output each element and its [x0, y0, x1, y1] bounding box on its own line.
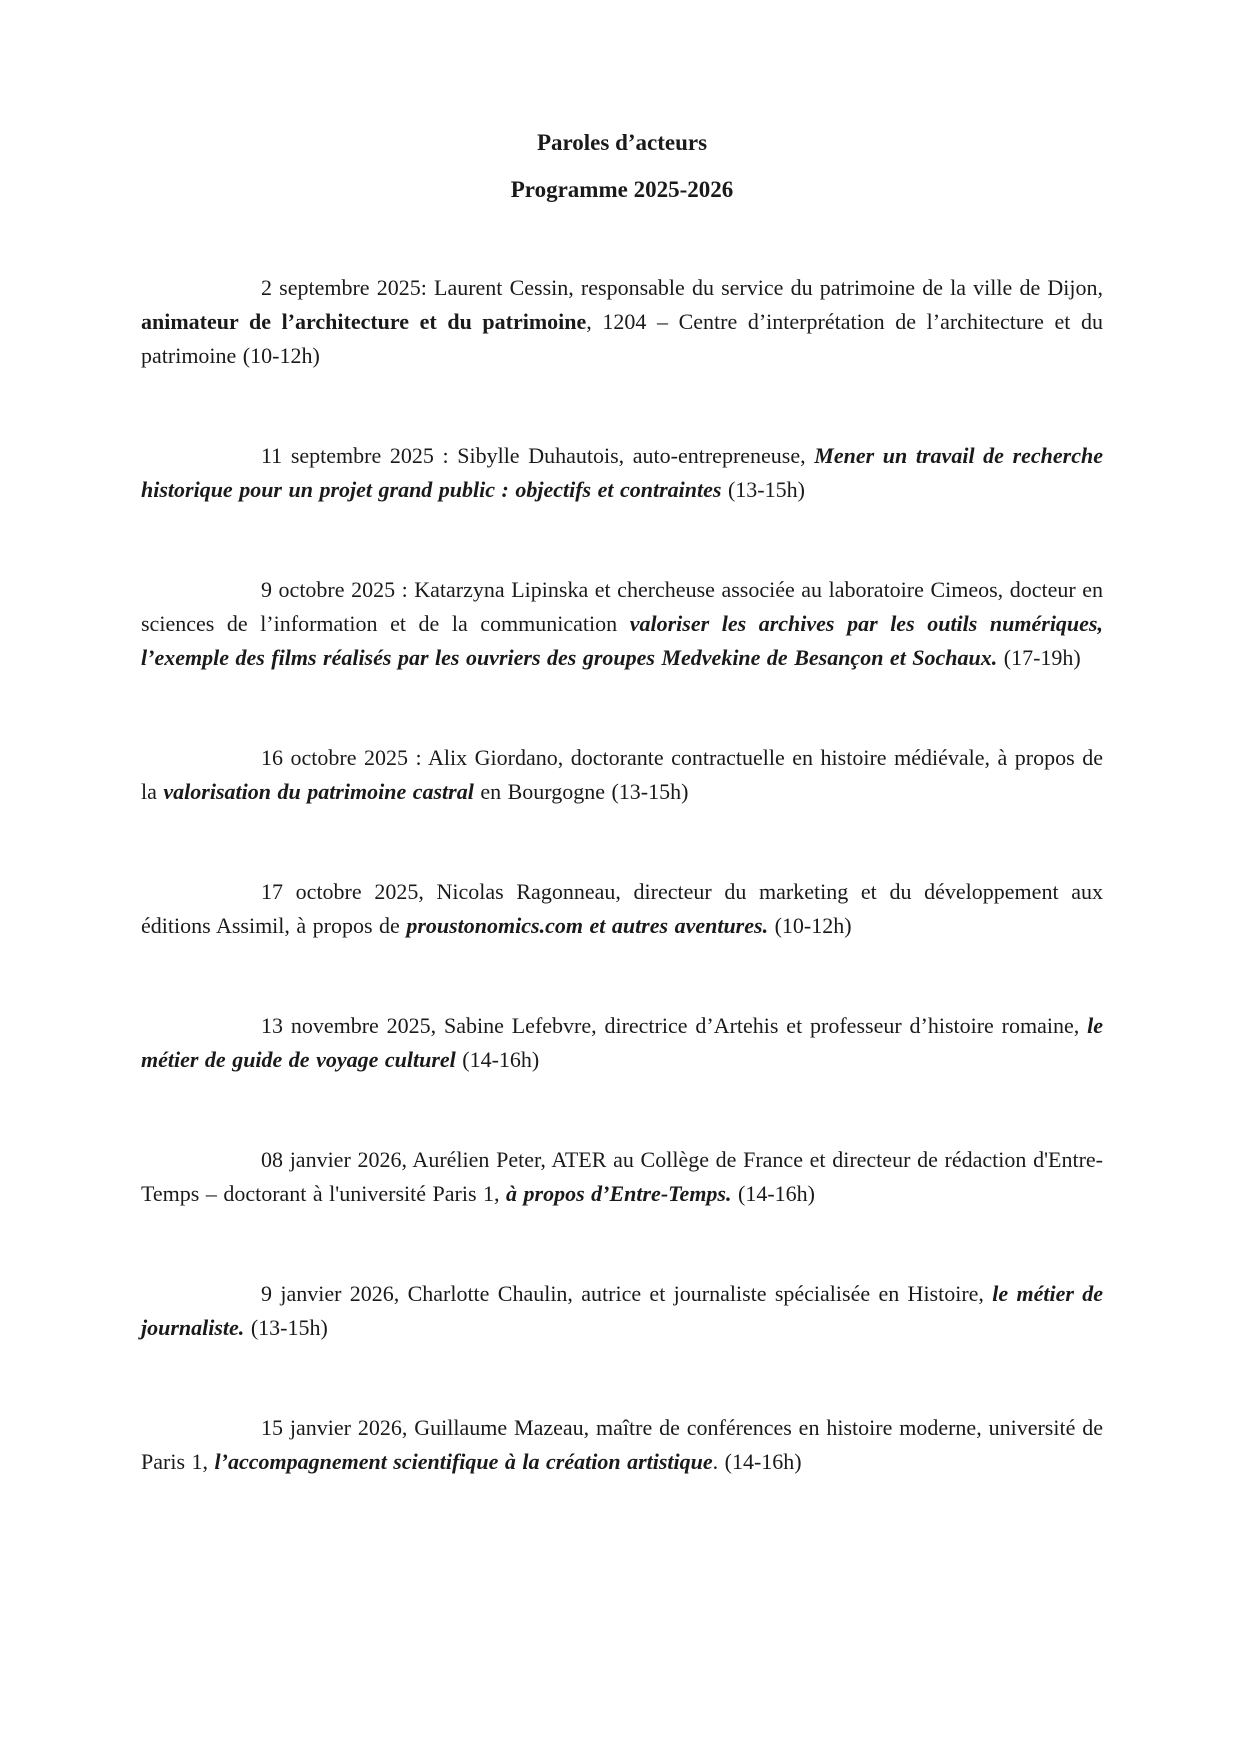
- paragraph: [141, 1277, 1103, 1345]
- text-run: l’accompagnement scientifique à la création artistique: [214, 1449, 713, 1474]
- paragraph: [141, 1143, 1103, 1211]
- text-run: (13-15h): [244, 1315, 328, 1340]
- text-run: le métier de guide de voyage culturel: [141, 1013, 1103, 1072]
- document-title: Paroles d’acteurs: [536, 130, 708, 155]
- text-run: 16 octobre 2025 : Alix Giordano, doctorante contractuelle en histoire médiévale, à propos de la: [141, 745, 1103, 804]
- paragraph: [141, 741, 1103, 809]
- paragraph: [141, 271, 1103, 373]
- text-run: 13 novembre 2025, Sabine Lefebvre, directrice d’Artehis et professeur d’histoire romaine,: [261, 1013, 1088, 1038]
- paragraph-list: [141, 271, 1103, 1479]
- text-run: (14-16h): [731, 1181, 815, 1206]
- paragraph: [141, 1411, 1103, 1479]
- text-run: 11 septembre 2025 : Sibylle Duhautois, auto-entrepreneuse,: [261, 443, 815, 468]
- paragraph: [141, 439, 1103, 507]
- text-run: valoriser les archives par les outils numériques, l’exemple des films réalisés par les ouvriers des groupes Medvekine de Besançon et Sochaux.: [141, 611, 1103, 670]
- text-run: proustonomics.com et autres aventures.: [406, 913, 769, 938]
- text-run: 2 septembre 2025: Laurent Cessin, responsable du service du patrimoine de la ville de Dijon,: [261, 275, 1103, 300]
- text-run: (14-16h): [455, 1047, 540, 1072]
- text-run: valorisation du patrimoine castral: [163, 779, 474, 804]
- text-run: en Bourgogne (13-15h): [473, 779, 689, 804]
- text-run: , 1204 – Centre d’interprétation de l’architecture et du patrimoine (10-12h): [141, 309, 1103, 368]
- text-run: 15 janvier 2026, Guillaume Mazeau, maître de conférences en histoire moderne, université de Paris 1,: [141, 1415, 1103, 1474]
- text-run: 17 octobre 2025, Nicolas Ragonneau, directeur du marketing et du développement aux éditions Assimil, à propos de: [141, 879, 1103, 938]
- text-run: à propos d’Entre-Temps.: [506, 1181, 732, 1206]
- text-run: (10-12h): [768, 913, 852, 938]
- text-run: (13-15h): [721, 477, 805, 502]
- document-subtitle: Programme 2025-2026: [510, 177, 734, 202]
- text-run: 9 octobre 2025 : Katarzyna Lipinska et chercheuse associée au laboratoire Cimeos, docteur en sciences de l’information et de la communication: [141, 577, 1103, 636]
- text-run: le métier de journaliste.: [141, 1281, 1103, 1340]
- paragraph: [141, 573, 1103, 675]
- text-run: Mener un travail de recherche historique pour un projet grand public : objectifs et contraintes: [141, 443, 1103, 502]
- text-run: (17-19h): [997, 645, 1081, 670]
- paragraph: [141, 1009, 1103, 1077]
- text-run: 9 janvier 2026, Charlotte Chaulin, autrice et journaliste spécialisée en Histoire,: [261, 1281, 993, 1306]
- paragraph: [141, 875, 1103, 943]
- text-run: . (14-16h): [712, 1449, 802, 1474]
- text-run: animateur de l’architecture et du patrimoine: [141, 309, 587, 334]
- text-run: 08 janvier 2026, Aurélien Peter, ATER au Collège de France et directeur de rédaction d'Entre-Temps – doctorant à l'université Paris 1,: [141, 1147, 1103, 1206]
